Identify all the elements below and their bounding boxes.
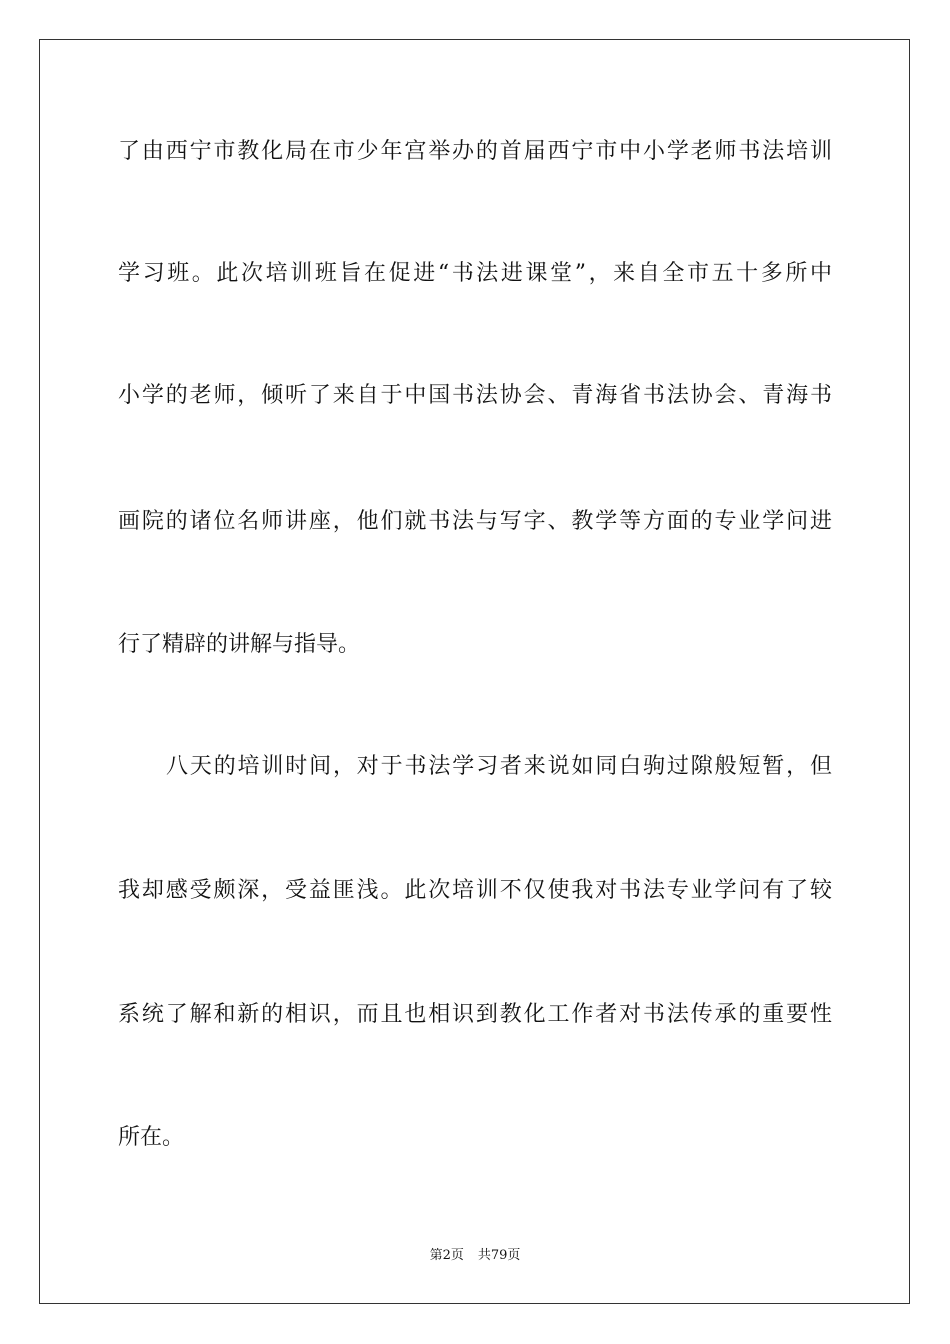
paragraph-line: 画院的诸位名师讲座，他们就书法与写字、教学等方面的专业学问进 [118,509,832,534]
paragraph-line: 我却感受颇深，受益匪浅。此次培训不仅使我对书法专业学问有了较 [118,878,832,903]
paragraph-line: 了由西宁市教化局在市少年宫举办的首届西宁市中小学老师书法培训 [118,139,832,164]
paragraph-line: 系统了解和新的相识，而且也相识到教化工作者对书法传承的重要性 [118,1002,832,1027]
paragraph-line: 小学的老师，倾听了来自于中国书法协会、青海省书法协会、青海书 [118,383,832,408]
page-footer [0,1244,950,1263]
paragraph-line: 学习班。此次培训班旨在促进“书法进课堂”，来自全市五十多所中 [118,261,832,286]
paragraph-line: 行了精辟的讲解与指导。 [118,632,361,657]
page-number: 第2页 [429,1248,464,1263]
page-total: 共79页 [477,1248,521,1263]
page-frame [39,39,910,1304]
paragraph-line: 八天的培训时间，对于书法学习者来说如同白驹过隙般短暂，但 [166,754,832,779]
paragraph-line: 所在。 [118,1125,185,1150]
